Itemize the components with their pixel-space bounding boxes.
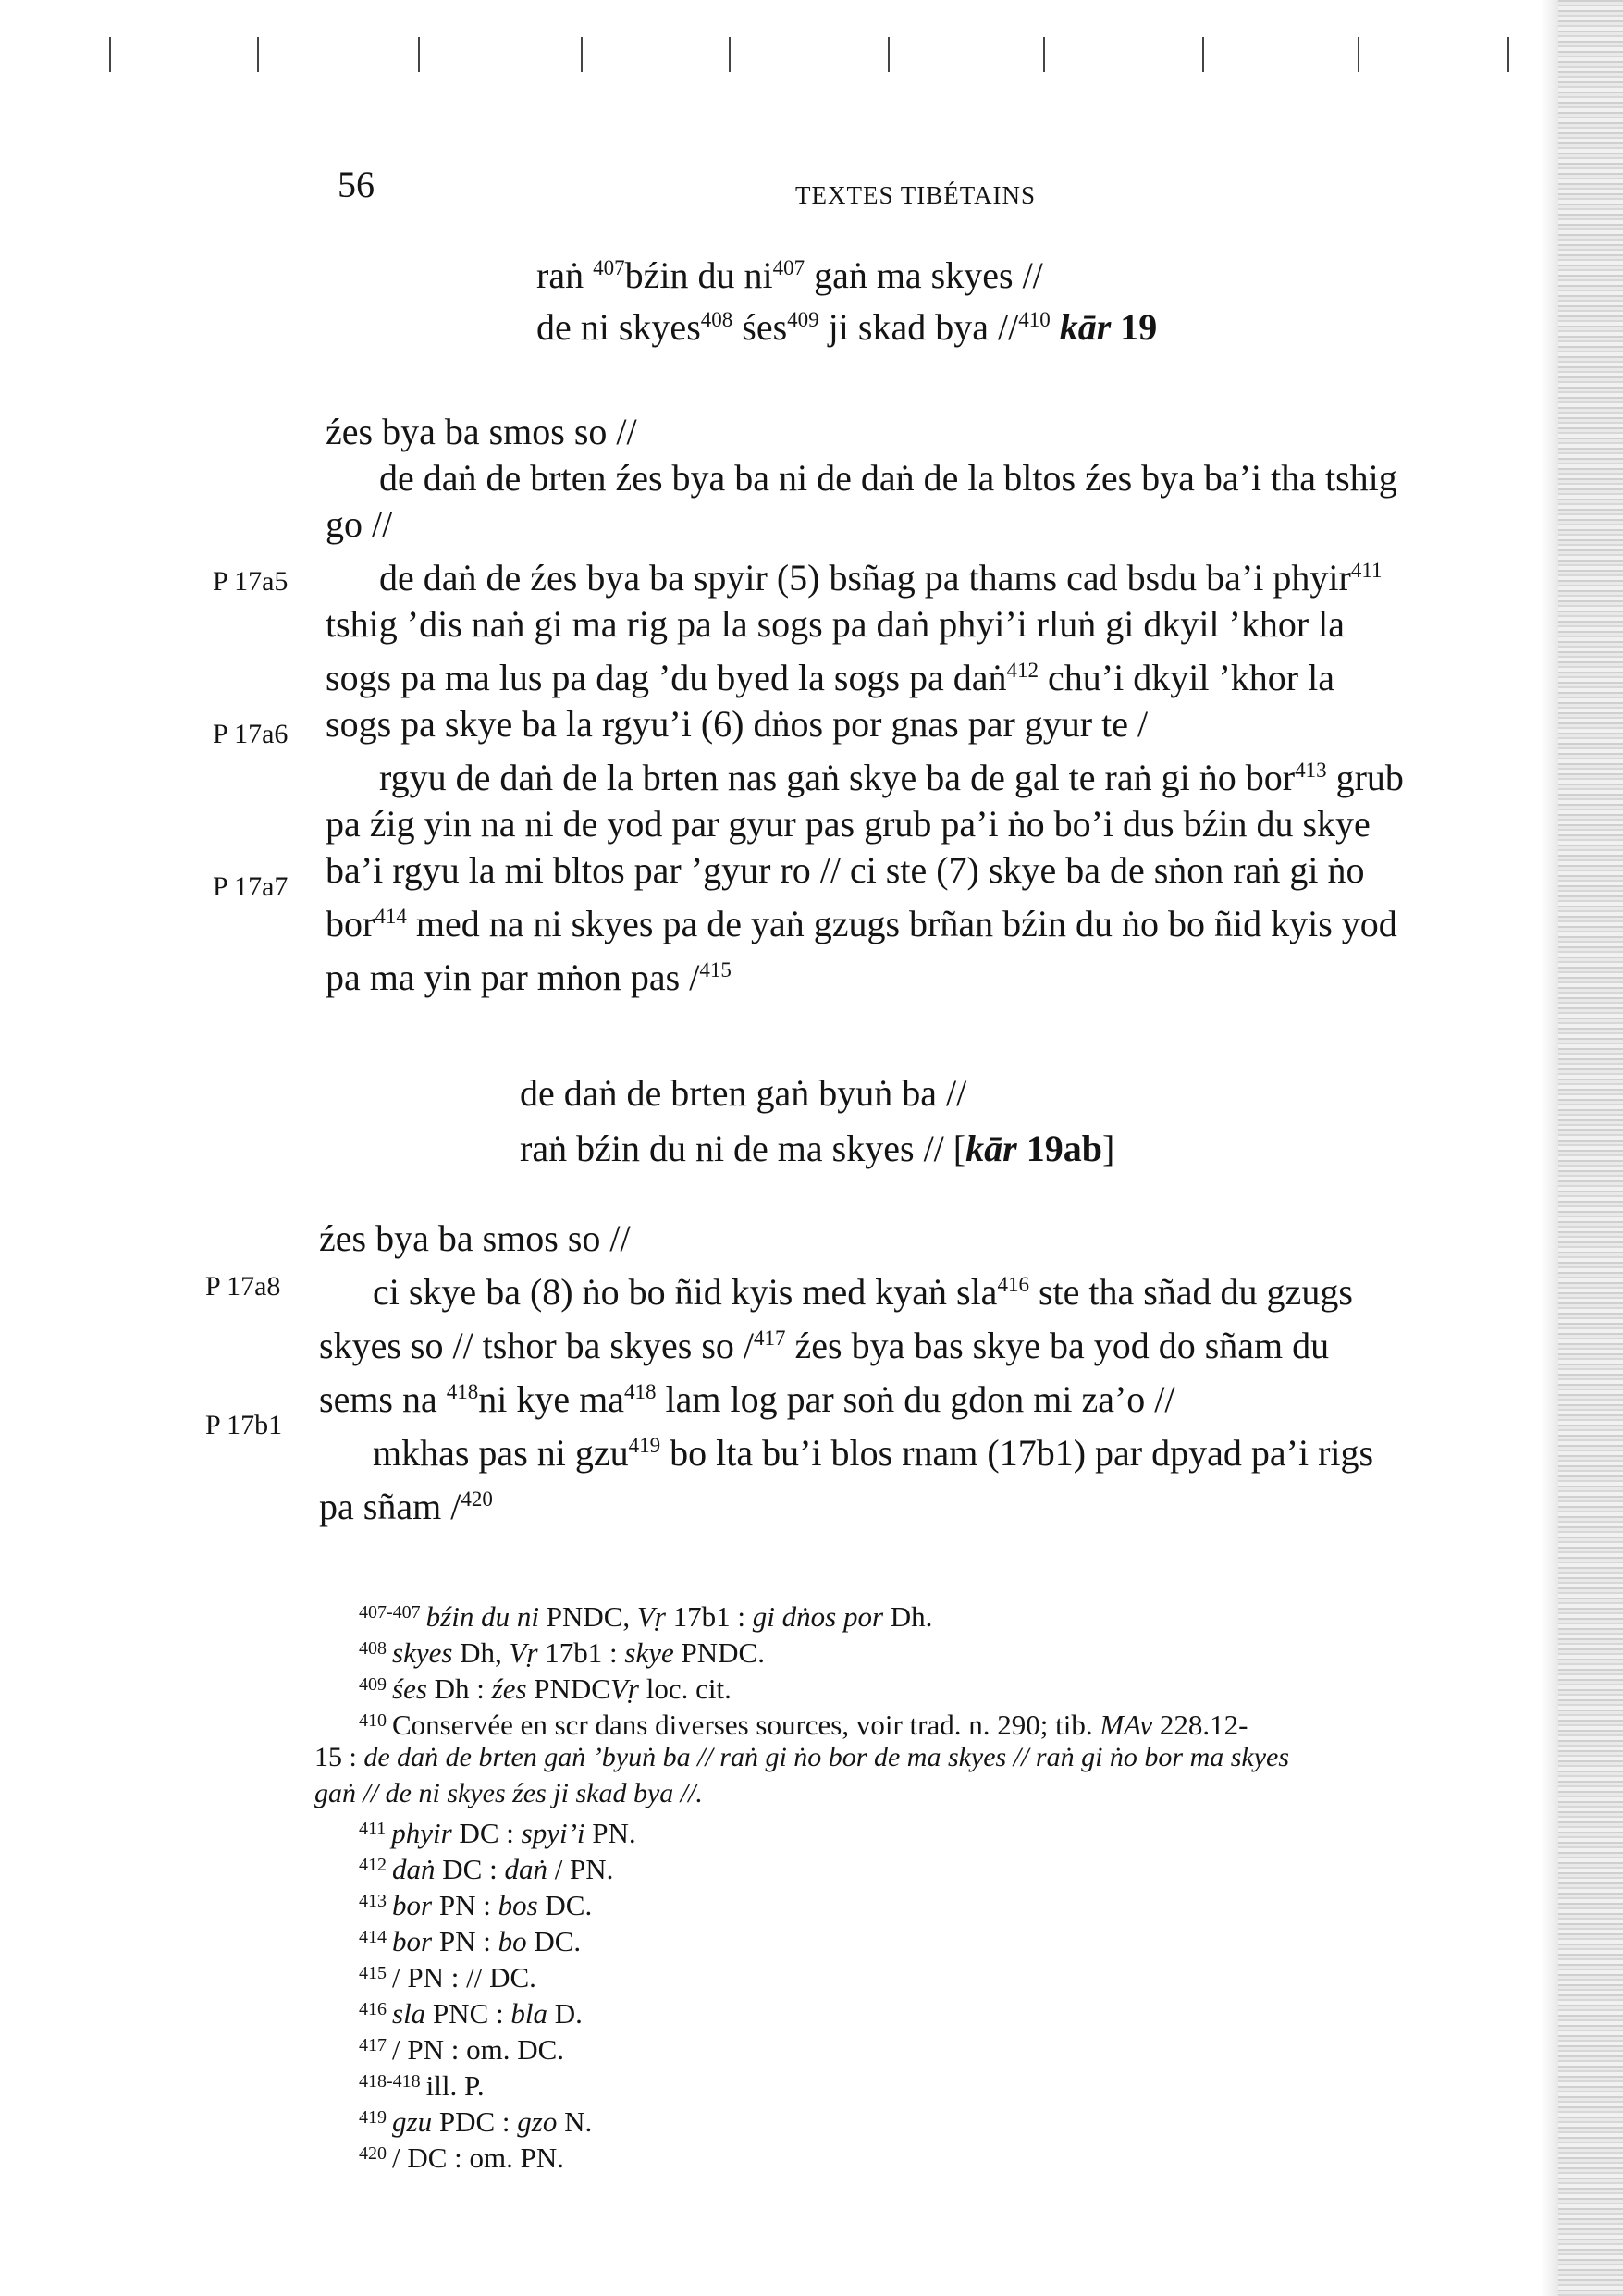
scan-edge-shadow <box>1542 0 1558 2296</box>
verse-reference: kār 19 <box>1059 306 1158 348</box>
footnote: $^{419}$ gzu PDC : gzo N. <box>359 2105 593 2138</box>
footnote: $^{412}$ daṅ DC : daṅ / PN. <box>359 1853 614 1885</box>
scan-mark <box>1043 37 1045 72</box>
commentary-paragraph: źes bya ba smos so // ci skye ba (8) ṅo bo ñid kyis med kyaṅ sla$^{416}$ ste tha sñad du gzugs skyes so // tshor ba skyes so /$^{417}$ źes bya bas skye ba yod do sñam du sems na $^{418}$ni kye $ma^{418}$ lam log par soṅ du gdon mi za’o // mkhas pas ni gzu$^{419}$ bo lta bu’i blos rnam (17b1) par dpyad pa’i rigs pa sñam /$^{420}$ <box>319 1217 1374 1527</box>
verse-line: de ni skyes$^{408}$ śes$^{409}$ ji skad bya //$^{410}$ kār 19 <box>536 306 1158 348</box>
scan-mark <box>581 37 583 72</box>
footnote: $^{413}$ bor PN : bos DC. <box>359 1889 593 1921</box>
scan-mark <box>257 37 259 72</box>
page-number: 56 <box>338 164 375 205</box>
verse-line: raṅ $^{407}$bźin du $ni^{407}$ gaṅ ma skyes // <box>536 254 1043 296</box>
scan-mark <box>1507 37 1509 72</box>
margin-folio-ref: P 17a5 <box>213 566 289 597</box>
scan-edge <box>1558 0 1623 2296</box>
scan-mark <box>1358 37 1359 72</box>
commentary-paragraph: źes bya ba smos so // de daṅ de brten źes bya ba ni de daṅ de la bltos źes bya ba’i tha tshig go // de daṅ de źes bya ba spyir (5) bsñag pa thams cad bsdu ba’i phyir$^{411}$ tshig ’dis naṅ gi ma rig pa la sogs pa daṅ phyi’i rluṅ gi dkyil ’khor la sogs pa ma lus pa dag ’du byed la sogs pa daṅ$^{412}$ chu’i dkyil ’khor la sogs pa skye ba la rgyu’i (6) dṅos por gnas par gyur te / rgyu de daṅ de la brten nas gaṅ skye ba de gal te raṅ gi ṅo bor$^{413}$ grub pa źig yin na ni de yod par gyur pas grub pa’i ṅo bo’i dus bźin du skye ba’i rgyu la mi bltos par ’gyur ro // ci ste (7) skye ba de sṅon raṅ gi ṅo bor$^{414}$ med na ni skyes pa de yaṅ gzugs brñan bźin du ṅo bo ñid kyis yod pa ma yin par mṅon pas /$^{415}$ <box>326 411 1404 998</box>
footnote: $^{411}$ phyir DC : spyi’i PN. <box>359 1817 636 1849</box>
footnote: $^{417}$ / PN : om. DC. <box>359 2033 565 2066</box>
footnote: $^{408}$ skyes Dh, Vṛ 17b1 : skye PNDC. <box>359 1636 765 1669</box>
verse-line: de daṅ de brten gaṅ byuṅ ba // <box>520 1072 967 1114</box>
footnote-continuation: 15 : de daṅ de brten gaṅ ’byuṅ ba // raṅ gi ṅo bor de ma skyes // raṅ gi ṅo bor ma skyes <box>314 1742 1290 1772</box>
footnote: $^{407-407}$ bźin du ni PNDC, Vṛ 17b1 : gi dṅos por Dh. <box>359 1600 933 1633</box>
scan-mark <box>1202 37 1204 72</box>
scan-mark <box>729 37 731 72</box>
footnote: $^{420}$ / DC : om. PN. <box>359 2142 565 2174</box>
verse-line: raṅ bźin du ni de ma skyes // [kār 19ab] <box>520 1128 1115 1169</box>
margin-folio-ref: P 17a7 <box>213 871 289 902</box>
margin-folio-ref: P 17a8 <box>205 1271 281 1302</box>
scan-mark <box>418 37 420 72</box>
footnote: $^{415}$ / PN : // DC. <box>359 1961 536 1994</box>
margin-folio-ref: P 17b1 <box>205 1410 283 1440</box>
footnote-continuation: gaṅ // de ni skyes źes ji skad bya //. <box>314 1778 703 1808</box>
margin-folio-ref: P 17a6 <box>213 719 289 749</box>
scan-mark <box>888 37 890 72</box>
footnote: $^{409}$ śes Dh : źes PNDCVṛ loc. cit. <box>359 1673 732 1705</box>
verse-reference: kār 19ab <box>965 1128 1102 1169</box>
footnote: $^{418-418}$ ill. P. <box>359 2069 485 2102</box>
footnote: $^{416}$ sla PNC : bla D. <box>359 1997 583 2030</box>
footnote: $^{414}$ bor PN : bo DC. <box>359 1925 582 1957</box>
scan-mark <box>109 37 111 72</box>
running-head: TEXTES TIBÉTAINS <box>795 181 1037 209</box>
footnote: $^{410}$ Conservée en scr dans diverses sources, voir trad. n. 290; tib. MAv 228.12- <box>359 1709 1248 1741</box>
